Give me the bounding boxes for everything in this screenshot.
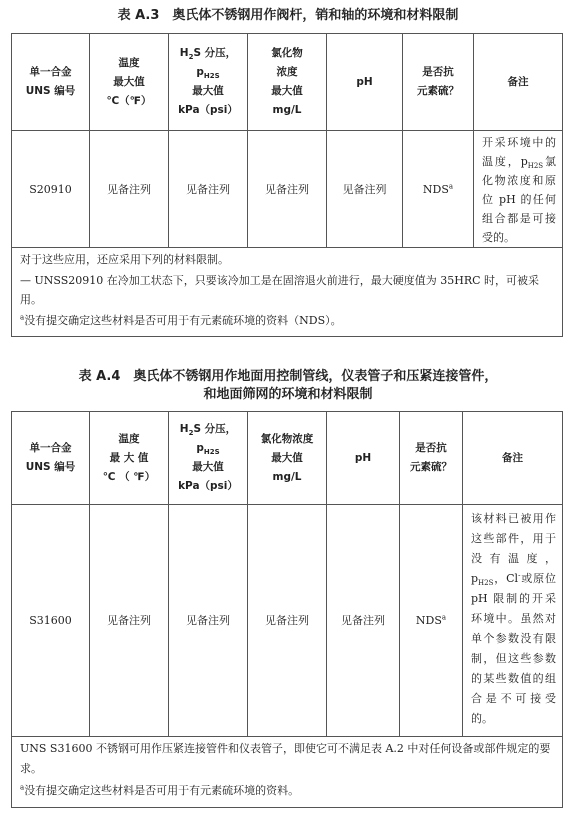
header-remarks: 备注 [463,412,563,505]
header-temperature: 温度 最 大 值 ℃ （ ℉） [90,412,169,505]
header-ph: pH [327,34,403,131]
cell-h2s: 见备注列 [169,505,248,737]
cell-chloride: 见备注列 [248,131,327,248]
cell-temperature: 见备注列 [90,505,169,737]
table-a4 [11,411,563,808]
cell-temperature: 见备注列 [90,131,169,248]
footnote-line: — UNSS20910 在冷加工状态下，只要该冷加工是在固溶退火前进行，最大硬度值为 35HRC 时，可被采用。 [20,274,540,306]
table-row [12,131,563,248]
header-chloride: 氯化物浓度 最大值 mg/L [248,412,327,505]
footnote-line: UNS S31600 不锈钢可用作压紧连接管件和仪表管子，即使它可不满足表 A.2 中对任何设备或部件规定的要求。 [20,742,551,775]
cell-uns: S31600 [12,505,90,737]
table-a3-footer [12,248,563,337]
cell-ph: 见备注列 [327,505,400,737]
header-ph: pH [327,412,400,505]
cell-ph: 见备注列 [327,131,403,248]
table-a4-title: 表 A.4 奥氏体不锈钢用作地面用控制管线，仪表管子和压紧连接管件， 和地面筛网的环境和材料限制 [78,369,498,402]
table-a3-header-row [12,34,563,131]
header-uns: 单一合金 UNS 编号 [12,412,90,505]
table-a4-footer-row [12,737,563,808]
header-sulfur-resistance: 是否抗 元素硫？ [403,34,474,131]
header-sulfur-resistance: 是否抗 元素硫？ [400,412,463,505]
table-row [12,505,563,737]
cell-remarks: 开采环境中的温度，$p_{H2S}$氯化物浓度和原位 pH 的任何组合都是可接受的。 [474,131,563,248]
table-a4-footer [12,737,563,808]
header-h2s-pressure: $H_2S$ 分压， $p_{H2S}$ 最大值 kPa（psi） [169,34,248,131]
header-remarks: 备注 [474,34,563,131]
cell-chloride: 见备注列 [248,505,327,737]
header-uns: 单一合金 UNS 编号 [12,34,90,131]
header-temperature: 温度 最大值 ℃（℉） [90,34,169,131]
table-a3 [11,33,563,337]
table-a3-footer-row [12,248,563,337]
cell-h2s: 见备注列 [169,131,248,248]
cell-uns: S20910 [12,131,90,248]
footnote-a: $^a$没有提交确定这些材料是否可用于有元素硫环境的资料。 [20,783,300,797]
cell-remarks: 该材料已被用作这些部件，用于没有温度，$p_{H2S}$，Cl-或原位 pH 限制的开采环境中。虽然对单个参数没有限制，但这些参数的某些数值的组合是不可接受的。 [463,505,563,737]
cell-sulfur: NDS$^a$ [403,131,474,248]
table-a3-title: 表 A.3 奥氏体不锈钢用作阀杆，销和轴的环境和材料限制 [117,8,459,23]
cell-sulfur: NDS$^a$ [400,505,463,737]
header-chloride: 氯化物 浓度 最大值 mg/L [248,34,327,131]
table-a4-header-row [12,412,563,505]
header-h2s-pressure: $H_2S$ 分压， $p_{H2S}$ 最大值 kPa（psi） [169,412,248,505]
footnote-a: $^a$没有提交确定这些材料是否可用于有元素硫环境的资料（NDS）。 [20,313,342,327]
footnote-line: 对于这些应用，还应采用下列的材料限制。 [20,253,229,266]
